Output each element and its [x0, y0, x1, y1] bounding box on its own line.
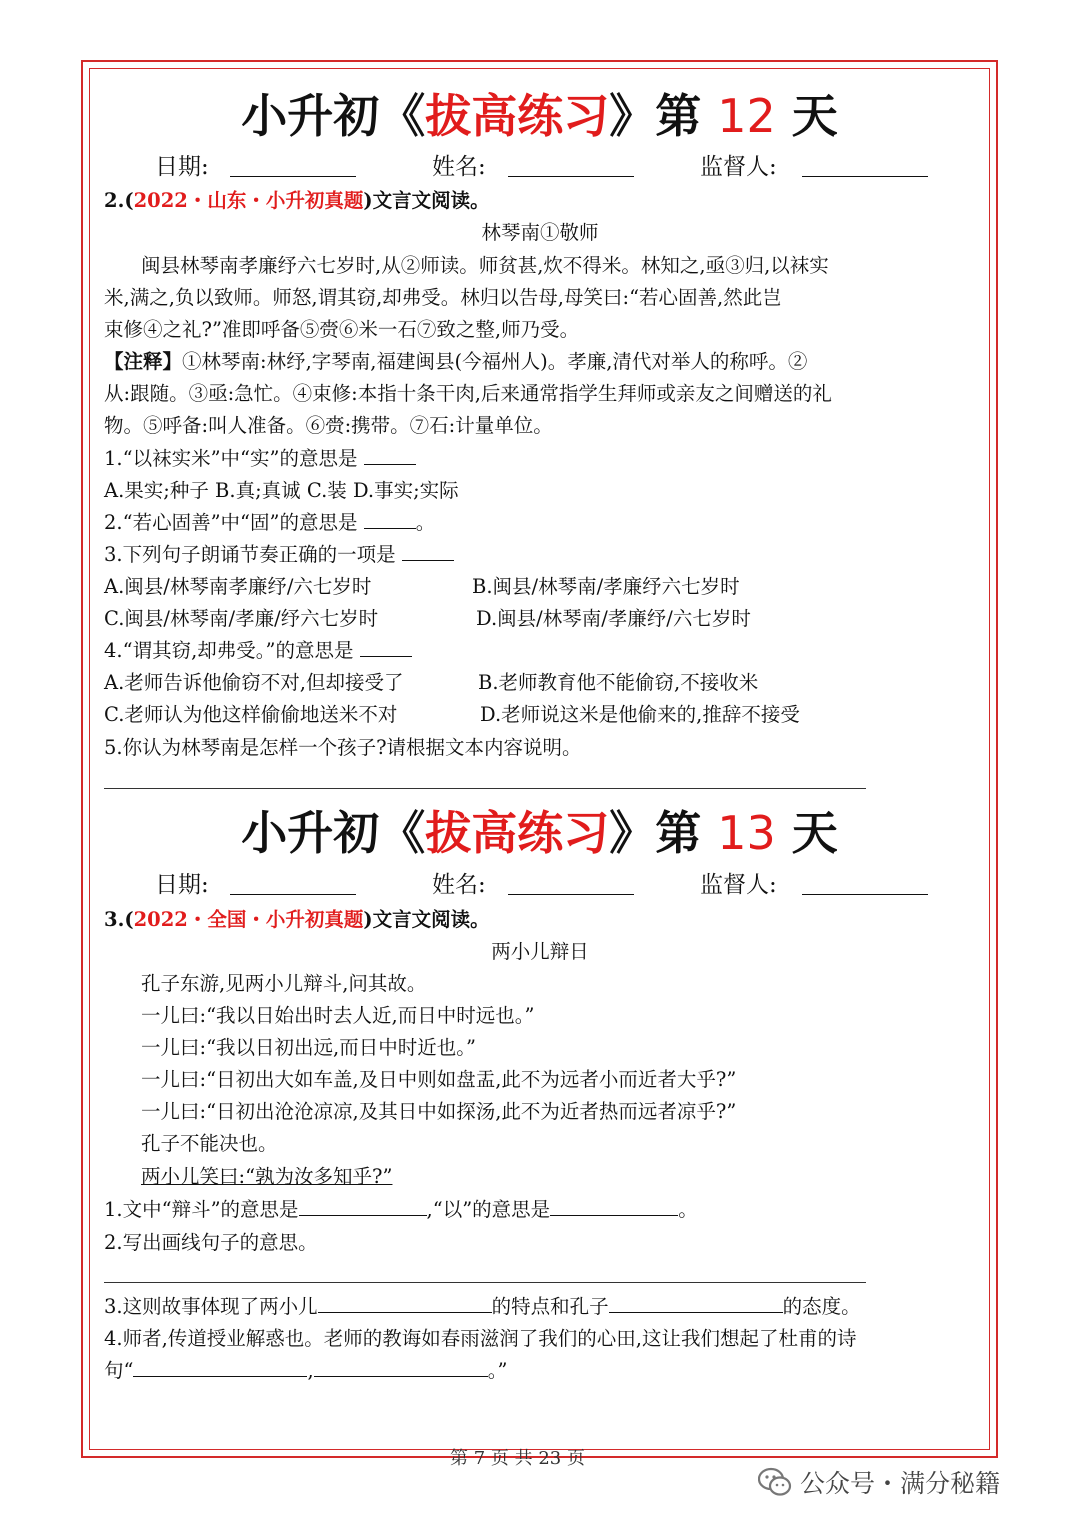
question-text: 3.下列句子朗诵节奏正确的一项是 — [104, 543, 402, 566]
question-number: 3.( — [104, 908, 134, 931]
question-text: 的态度。 — [782, 1295, 861, 1318]
option-c: C.老师认为他这样偷偷地送米不对 — [104, 703, 398, 726]
question-tail: )文言文阅读。 — [363, 189, 490, 212]
question-text: 4.“谓其窃,却弗受。”的意思是 — [104, 639, 360, 662]
answer-blank[interactable] — [318, 1294, 492, 1313]
day12-title — [89, 88, 990, 144]
supervisor-label: 监督人: — [700, 872, 777, 898]
title-suffix: 天 — [775, 89, 838, 143]
title-prefix: 小升初《 — [241, 89, 426, 143]
passage-line: 米,满之,负以致师。师怒,谓其窃,却弗受。林归以告母,母笑曰:“若心固善,然此岂 — [104, 286, 782, 309]
supervisor-label: 监督人: — [700, 154, 777, 180]
question-3 — [104, 1292, 861, 1322]
question-text: 句“ — [104, 1359, 134, 1382]
question-tail: )文言文阅读。 — [363, 908, 490, 931]
question-text: , — [307, 1359, 314, 1382]
day-number: 13 — [717, 806, 776, 860]
date-field[interactable] — [230, 894, 356, 895]
option-a: A.闽县/林琴南孝廉纾/六七岁时 — [104, 575, 372, 598]
passage-line: 闽县林琴南孝廉纾六七岁时,从②师读。师贫甚,炊不得米。林知之,亟③归,以袜实 — [141, 254, 829, 277]
day13-title — [89, 805, 990, 861]
answer-line[interactable] — [104, 1282, 866, 1283]
day-number: 12 — [717, 89, 776, 143]
supervisor-field[interactable] — [802, 176, 928, 177]
notes-text: ①林琴南:林纾,字琴南,福建闽县(今福州人)。孝廉,清代对举人的称呼。② — [182, 350, 808, 373]
title-prefix: 小升初《 — [241, 806, 426, 860]
question-4: 4.师者,传道授业解惑也。老师的教诲如春雨滋润了我们的心田,这让我们想起了杜甫的诗 — [104, 1327, 857, 1350]
date-field[interactable] — [230, 176, 356, 177]
title-mid: 》第 — [609, 806, 718, 860]
question-4-line2 — [104, 1356, 507, 1386]
question-source: 2022・全国・小升初真题 — [133, 908, 364, 931]
passage-title: 林琴南①敬师 — [481, 221, 599, 244]
notes-line: 从:跟随。③亟:急忙。④束修:本指十条干肉,后来通常指学生拜师或亲友之间赠送的礼 — [104, 382, 832, 405]
question-text: 的特点和孔子 — [491, 1295, 609, 1318]
title-highlight: 拔高练习 — [425, 89, 610, 143]
question-text: 。” — [487, 1359, 508, 1382]
question-text: ,“以”的意思是 — [426, 1198, 551, 1221]
date-label: 日期: — [155, 154, 209, 180]
underlined-sentence: 两小儿笑曰:“孰为汝多知乎?” — [141, 1165, 393, 1188]
answer-blank[interactable] — [314, 1358, 488, 1377]
question-1 — [104, 444, 416, 474]
passage-line: 孔子东游,见两小儿辩斗,问其故。 — [141, 972, 427, 995]
name-field[interactable] — [508, 894, 634, 895]
date-label: 日期: — [155, 872, 209, 898]
answer-blank[interactable] — [402, 542, 454, 561]
question-2 — [104, 508, 435, 538]
passage-line: 一儿曰:“我以日始出时去人近,而日中时远也。” — [141, 1004, 535, 1027]
question-4 — [104, 636, 412, 666]
answer-line[interactable] — [104, 788, 866, 789]
notes-label: 【注释】 — [104, 350, 183, 373]
option-d: D.闽县/林琴南/孝廉纾/六七岁时 — [476, 607, 751, 630]
notes-line — [104, 347, 807, 377]
name-label: 姓名: — [432, 154, 486, 180]
passage-line: 一儿曰:“我以日初出远,而日中时近也。” — [141, 1036, 476, 1059]
passage-line: 一儿曰:“日初出沧沧凉凉,及其日中如探汤,此不为近者热而远者凉乎?” — [141, 1100, 737, 1123]
question-source: 2022・山东・小升初真题 — [133, 189, 364, 212]
passage-line: 束修④之礼?”准即呼备⑤赍⑥米一石⑦致之整,师乃受。 — [104, 318, 580, 341]
option-b: B.老师教育他不能偷窃,不接收米 — [478, 671, 759, 694]
question-text: 3.这则故事体现了两小儿 — [104, 1295, 318, 1318]
name-label: 姓名: — [432, 872, 486, 898]
answer-blank[interactable] — [364, 446, 416, 465]
question-text: 2.“若心固善”中“固”的意思是 — [104, 511, 364, 534]
question-1 — [104, 1195, 698, 1225]
passage-title: 两小儿辩日 — [491, 940, 589, 963]
answer-blank[interactable] — [609, 1294, 783, 1313]
title-highlight: 拔高练习 — [425, 806, 610, 860]
option-c: C.闽县/林琴南/孝廉/纾六七岁时 — [104, 607, 379, 630]
notes-line: 物。⑤呼备:叫人准备。⑥赍:携带。⑦石:计量单位。 — [104, 414, 553, 437]
page-number: 第 7 页 共 23 页 — [450, 1448, 585, 1469]
option-d: D.老师说这米是他偷来的,推辞不接受 — [480, 703, 800, 726]
question-2: 2.写出画线句子的意思。 — [104, 1231, 318, 1254]
answer-blank[interactable] — [364, 510, 416, 529]
supervisor-field[interactable] — [802, 894, 928, 895]
answer-blank[interactable] — [299, 1197, 427, 1216]
question-3 — [104, 540, 454, 570]
question-1-options: A.果实;种子 B.真;真诚 C.装 D.事实;实际 — [104, 479, 459, 502]
answer-blank[interactable] — [133, 1358, 307, 1377]
watermark-text: 公众号・满分秘籍 — [800, 1469, 1001, 1498]
question-end: 。 — [678, 1198, 698, 1221]
question-text: 1.“以袜实米”中“实”的意思是 — [104, 447, 364, 470]
option-a: A.老师告诉他偷窃不对,但却接受了 — [104, 671, 404, 694]
question-header — [104, 186, 490, 216]
answer-blank[interactable] — [550, 1197, 678, 1216]
question-text: 1.文中“辩斗”的意思是 — [104, 1198, 299, 1221]
name-field[interactable] — [508, 176, 634, 177]
answer-blank[interactable] — [360, 638, 412, 657]
question-end: 。 — [415, 511, 436, 534]
wechat-icon — [758, 1467, 792, 1497]
question-5: 5.你认为林琴南是怎样一个孩子?请根据文本内容说明。 — [104, 736, 582, 759]
title-mid: 》第 — [609, 89, 718, 143]
passage-line: 孔子不能决也。 — [141, 1132, 278, 1155]
title-suffix: 天 — [775, 806, 838, 860]
passage-line: 一儿曰:“日初出大如车盖,及日中则如盘盂,此不为远者小而近者大乎?” — [141, 1068, 737, 1091]
watermark — [758, 1464, 1000, 1500]
option-b: B.闽县/林琴南/孝廉纾六七岁时 — [472, 575, 740, 598]
question-header — [104, 905, 490, 935]
question-number: 2.( — [104, 189, 134, 212]
